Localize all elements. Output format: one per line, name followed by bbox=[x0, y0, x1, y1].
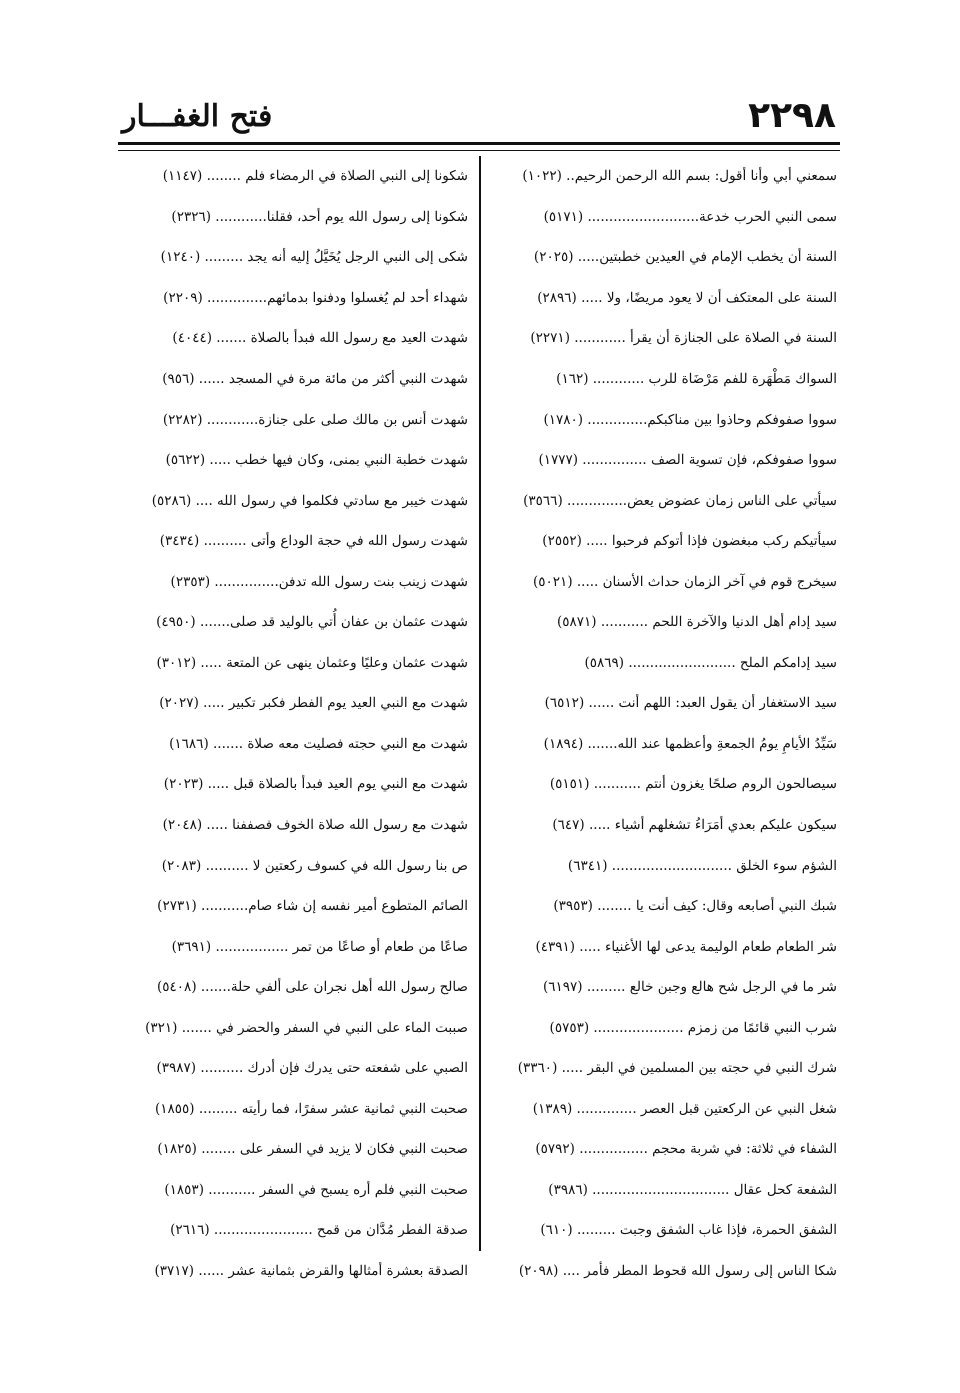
index-entry: شكا الناس إلى رسول الله قحوط المطر فأمر .... (٢٠٩٨) bbox=[518, 1263, 837, 1280]
index-entry: شهداء أحد لم يُغسلوا ودفنوا بدمائهم.............. (٢٢٠٩) bbox=[163, 289, 468, 306]
index-entry: شكونا إلى رسول الله يوم أحد، فقلنا............ (٢٣٢٦) bbox=[171, 208, 468, 225]
index-entry: سيد إدامكم الملح ......................... (٥٨٦٩) bbox=[584, 654, 837, 671]
index-entry: شهدت زينب بنت رسول الله تدفن............... (٢٣٥٣) bbox=[170, 573, 468, 590]
index-entry: صحبت النبي فلم أره يسبح في السفر ........... (١٨٥٣) bbox=[164, 1181, 468, 1198]
index-column-right bbox=[487, 156, 837, 1291]
index-entry: شكى إلى النبي الرجل يُخَيَّلُ إليه أنه يجد ......... (١٢٤٠) bbox=[160, 249, 468, 266]
page-number: ٢٢٩٨ bbox=[748, 95, 836, 136]
column-divider bbox=[479, 156, 481, 1251]
index-entry: سيخرج قوم في آخر الزمان حداث الأسنان ..... (٥٠٢١) bbox=[533, 573, 837, 590]
index-entry: شر ما في الرجل شح هالع وجبن خالع ......... (٦١٩٧) bbox=[542, 979, 837, 996]
index-column-left bbox=[118, 156, 468, 1291]
index-entry: شهدت عثمان وعليًا وعثمان ينهى عن المتعة ..... (٣٠١٢) bbox=[156, 654, 468, 671]
index-entry: السنة على المعتكف أن لا يعود مريضًا، ولا ..... (٢٨٩٦) bbox=[537, 289, 837, 306]
index-entry: شهدت مع النبي يوم العيد فبدأ بالصلاة قبل ..... (٢٠٢٣) bbox=[163, 776, 468, 793]
index-entry: الصائم المتطوع أمير نفسه إن شاء صام........... (٢٧٣١) bbox=[157, 898, 468, 915]
index-entry: شهدت عثمان بن عفان أُتي بالوليد قد صلى....... (٤٩٥٠) bbox=[156, 614, 468, 631]
index-entry: سووا صفوفكم، فإن تسوية الصف ............... (١٧٧٧) bbox=[538, 452, 837, 469]
index-entry: شهدت مع رسول الله صلاة الخوف فصففنا ..... (٢٠٤٨) bbox=[162, 817, 468, 834]
index-entry: صحبت النبي ثمانية عشر سفرًا، فما رأيته ......... (١٨٥٥) bbox=[155, 1100, 468, 1117]
index-entry: شكونا إلى النبي الصلاة في الرمضاء فلم ........ (١١٤٧) bbox=[162, 168, 468, 185]
index-entry: سيصالحون الروم صلحًا يغزون أنتم ........... (٥١٥١) bbox=[549, 776, 837, 793]
index-entry: ص بنا رسول الله في كسوف ركعتين لا .......... (٢٠٨٣) bbox=[161, 857, 468, 874]
index-entry: شر الطعام طعام الوليمة يدعى لها الأغنياء ..... (٤٣٩١) bbox=[535, 938, 837, 955]
index-entry: شغل النبي عن الركعتين قبل العصر .............. (١٣٨٩) bbox=[532, 1100, 837, 1117]
index-entry: شهدت خيبر مع سادتي فكلموا في رسول الله .... (٥٢٨٦) bbox=[151, 492, 468, 509]
index-entry: سووا صفوفكم وحاذوا بين مناكبكم.............. (١٧٨٠) bbox=[543, 411, 837, 428]
index-entry: سيد إدام أهل الدنيا والآخرة اللحم ........... (٥٨٧١) bbox=[556, 614, 837, 631]
index-entry: سيأتيكم ركب مبغضون فإذا أتوكم فرحبوا ..... (٢٥٥٢) bbox=[542, 533, 837, 550]
index-entry: الشفق الحمرة، فإذا غاب الشفق وجبت ......... (٦١٠) bbox=[540, 1222, 837, 1239]
index-entry: السنة أن يخطب الإمام في العيدين خطبتين..... (٢٠٢٥) bbox=[533, 249, 837, 266]
index-entry: سيأتي على الناس زمان عضوض يعض.............. (٣٥٦٦) bbox=[523, 492, 837, 509]
index-entry: الصدقة بعشرة أمثالها والقرض بثمانية عشر ...... (٣٧١٧) bbox=[154, 1263, 468, 1280]
index-entry: صدقة الفطر مُدَّان من قمح ....................... (٢٦١٦) bbox=[170, 1222, 468, 1239]
running-title: فتح الغفـــار bbox=[122, 99, 273, 134]
index-entry: شهدت أنس بن مالك صلى على جنازة............ (٢٢٨٢) bbox=[162, 411, 468, 428]
index-entry: الشفعة كحل عقال ................................ (٣٩٨٦) bbox=[548, 1181, 837, 1198]
index-entry: سمعني أبي وأنا أقول: بسم الله الرحمن الرحيم.. (١٠٢٢) bbox=[522, 168, 837, 185]
index-entry: شهدت مع النبي حجته فصليت معه صلاة ....... (١٦٨٦) bbox=[169, 735, 468, 752]
header-rule bbox=[118, 150, 840, 151]
index-entry: شهدت النبي أكثر من مائة مرة في المسجد ...... (٩٥٦) bbox=[162, 371, 468, 387]
index-entry: شهدت العيد مع رسول الله فبدأ بالصلاة ....... (٤٠٤٤) bbox=[172, 330, 468, 347]
index-entry: سَيِّدُ الأيامِ يومُ الجمعةِ وأعظمها عند الله....... (١٨٩٤) bbox=[543, 735, 837, 752]
index-entry: صاعًا من طعام أو صاعًا من تمر ................. (٣٦٩١) bbox=[171, 938, 468, 955]
index-entry: الشؤم سوء الخلق ............................ (٦٣٤١) bbox=[567, 857, 837, 874]
index-entry: شبك النبي أصابعه وقال: كيف أنت يا ........ (٣٩٥٣) bbox=[553, 898, 837, 915]
index-entry: الصبي على شفعته حتى يدرك فإن أدرك .......... (٣٩٨٧) bbox=[156, 1060, 468, 1077]
index-entry: شرب النبي قائمًا من زمزم ..................... (٥٧٥٣) bbox=[549, 1019, 837, 1036]
index-entry: سيكون عليكم بعدي أمَرَاءُ تشغلهم أشياء ..... (٦٤٧) bbox=[552, 817, 837, 834]
index-entry: سمى النبي الحرب خدعة.......................... (٥١٧١) bbox=[543, 208, 837, 225]
page-header bbox=[118, 92, 840, 145]
index-entry: الشفاء في ثلاثة: في شربة محجم ................ (٥٧٩٢) bbox=[535, 1141, 837, 1158]
index-entry: السنة في الصلاة على الجنازة أن يقرأ ............ (٢٢٧١) bbox=[530, 330, 837, 347]
index-entry: شهدت مع النبي العيد يوم الفطر فكبر تكبير ..... (٢٠٢٧) bbox=[159, 695, 468, 712]
index-entry: صالح رسول الله أهل نجران على ألفي حلة....... (٥٤٠٨) bbox=[157, 979, 468, 996]
index-entry: صببت الماء على النبي في السفر والحضر في ....... (٣٢١) bbox=[145, 1019, 468, 1036]
index-entry: شهدت رسول الله في حجة الوداع وأتى .......... (٣٤٣٤) bbox=[159, 533, 468, 550]
index-entry: شهدت خطبة النبي بمنى، وكان فيها خطب ..... (٥٦٢٢) bbox=[165, 452, 468, 469]
index-entry: صحبت النبي فكان لا يزيد في السفر على ........ (١٨٢٥) bbox=[157, 1141, 468, 1158]
index-entry: سيد الاستغفار أن يقول العبد: اللهم أنت ...... (٦٥١٢) bbox=[544, 695, 837, 712]
index-entry: شرك النبي في حجته بين المسلمين في البقر ..... (٣٣٦٠) bbox=[517, 1060, 837, 1077]
index-entry: السواك مَطْهَرة للفم مَرْضَاة للرب ............ (١٦٢) bbox=[556, 371, 837, 387]
